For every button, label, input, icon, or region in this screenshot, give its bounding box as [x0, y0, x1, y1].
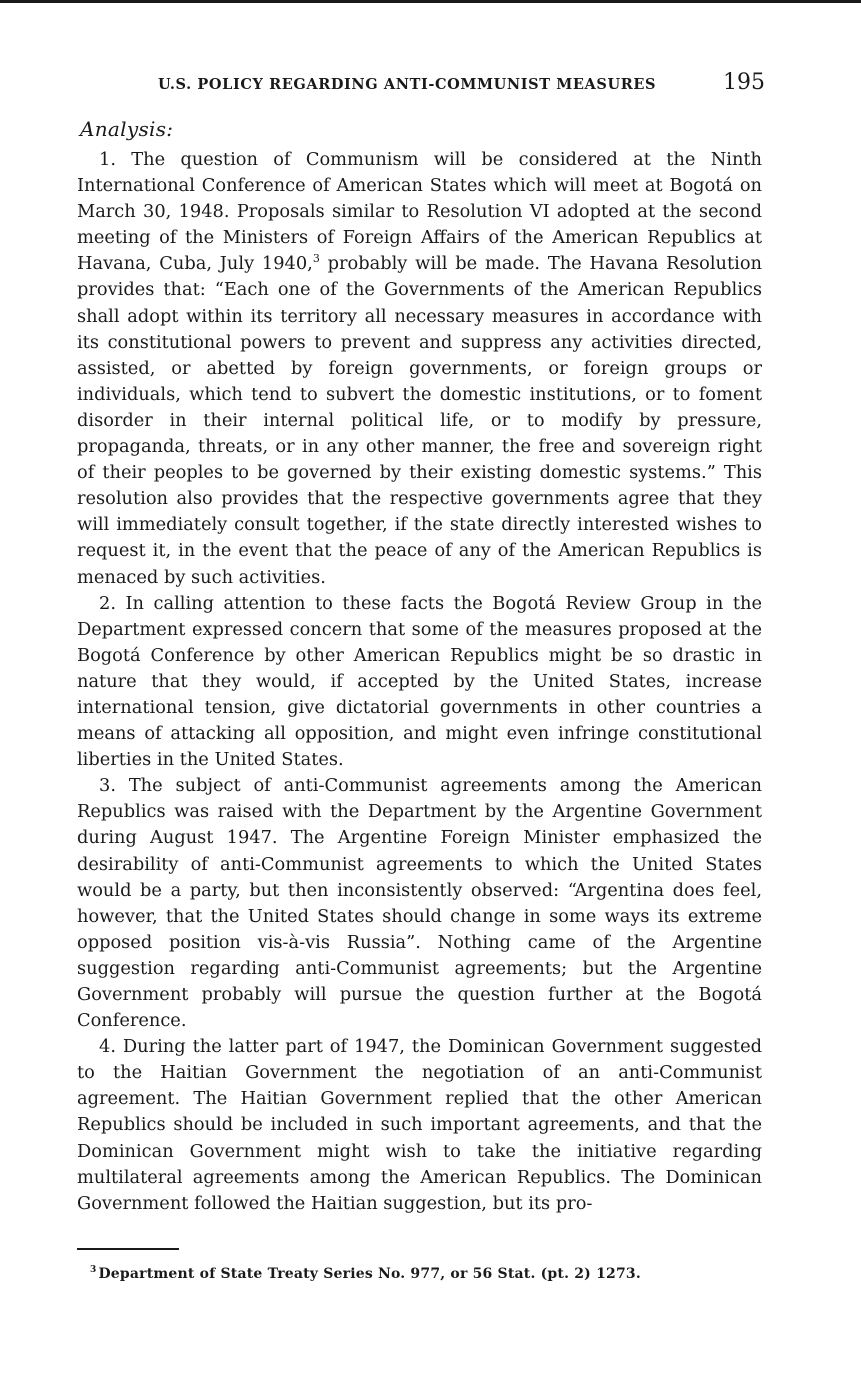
paragraph-2: 2. In calling attention to these facts the Bogotá Review Group in the Department expressed concern that some of the measures proposed at the Bogotá Conference by other American Republics might be so drastic in nature that they would, if accepted by the United States, increase international tension, give dictatorial governments in other countries a means of attacking all opposition, and might even infringe constitutional liberties in the United States. [77, 592, 762, 771]
page-number: 195 [723, 70, 765, 95]
paragraph-3: 3. The subject of anti-Communist agreements among the American Republics was raised with the Department by the Argentine Government during August 1947. The Argentine Foreign Minister emphasized the desirability of anti-Communist agreements to which the United States would be a party, but then inconsistently observed: “Argentina does feel, however, that the United States should change in some ways its extreme opposed position vis-à-vis Russia”. Nothing came of the Argentine suggestion regarding anti-Communist agreements; but the Argentine Government probably will pursue the question further at the Bogotá Conference. [77, 775, 762, 1032]
paragraph-1 [77, 147, 762, 591]
footnote-reference: 3 [312, 252, 320, 266]
footnote-mark: 3 [90, 1265, 97, 1276]
paragraph-1-text-continued: probably will be made. The Havana Resolution provides that: “Each one of the Governments of the American Republics shall adopt within its territory all necessary measures in accordance with its constitutional powers to prevent and suppress any activities directed, assisted, or abetted by foreign governments, or foreign groups or individuals, which tend to subvert the domestic institutions, or to foment disorder in their internal political life, or to modify by pressure, propaganda, threats, or in any other manner, the free and sovereign right of their peoples to be governed by their existing domestic systems.” This resolution also provides that the respective governments agree that they will immediately consult together, if the state directly interested wishes to request it, in the event that the peace of any of the American Republics is menaced by such activities. [77, 253, 763, 588]
page-top-edge [0, 0, 861, 3]
page-header [140, 70, 765, 102]
body-text [77, 147, 762, 1217]
section-heading: Analysis: [80, 117, 174, 141]
footnote [90, 1266, 641, 1282]
paragraph-4: 4. During the latter part of 1947, the Dominican Government suggested to the Haitian Government the negotiation of an anti-Communist agreement. The Haitian Government replied that the other American Republics should be included in such important agreements, and that the Dominican Government might wish to take the initiative regarding multilateral agreements among the American Republics. The Dominican Government followed the Haitian suggestion, but its pro- [77, 1036, 762, 1214]
footnote-divider [77, 1248, 179, 1250]
running-head: U.S. POLICY REGARDING ANTI-COMMUNIST MEASURES [158, 76, 657, 93]
paragraph-1-text: 1. The question of Communism will be considered at the Ninth International Conference of American States which will meet at Bogotá on March 30, 1948. Proposals similar to Resolution VI adopted at the second meeting of the Ministers of Foreign Affairs of the American Republics at Havana, Cuba, July 1940, [77, 149, 762, 275]
footnote-text: Department of State Treaty Series No. 977, or 56 Stat. (pt. 2) 1273. [98, 1266, 641, 1282]
